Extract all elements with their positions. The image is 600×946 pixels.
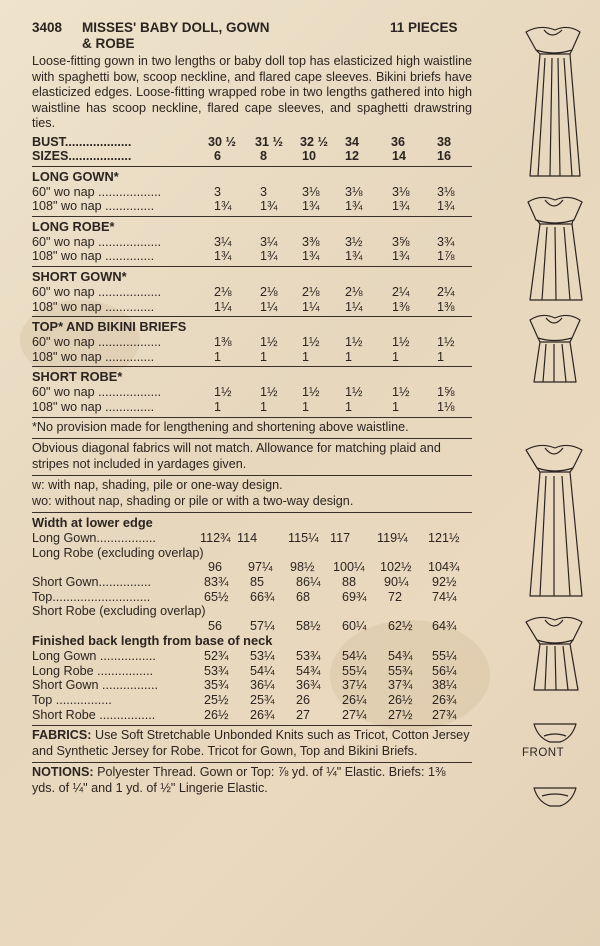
yardage-value: 1 [214,349,222,364]
yardage-value: 1½ [392,335,410,350]
garment-illustrations [500,10,600,830]
divider [32,316,472,317]
size-table: BUST................... 30 ½ 31 ½ 32 ½ 34 36 38 SIZES.................. 6 8 10 12 14 16 [32,134,452,164]
yardage-value: 1¼ [214,299,232,314]
yardage-value: 1⅞ [437,249,455,264]
width-value: 112¾ [200,531,231,546]
yardage-row-label: 60" wo nap [32,385,95,400]
yardage-value: 1¾ [214,199,232,214]
pattern-title-line2: & ROBE [82,36,135,51]
back-length-value: 27½ [388,707,413,722]
width-value: 119¼ [377,531,408,546]
back-length-label: Long Gown [32,649,97,664]
yardage-value: 1 [392,349,400,364]
yardage-value: 3 [214,184,222,199]
yardage-value: 1½ [260,385,278,400]
bust-value: 31 ½ [255,134,284,149]
yardage-value: 1¾ [260,249,278,264]
yardage-value: 1¾ [437,199,455,214]
pattern-number: 3408 [32,20,63,35]
yardage-value: 1⅜ [214,335,232,350]
back-length-value: 53¾ [296,649,321,664]
size-value: 10 [302,149,317,164]
size-value: 16 [437,149,452,164]
yardage-value: 1¾ [392,199,410,214]
yardage-value: 1¾ [392,249,410,264]
bikini-briefs-front-figure [534,724,576,742]
notions-section [32,765,472,796]
yardage-row: 108" wo nap .............. 1¼ 1¼ 1¼ 1¼ 1⅜ 1⅜ [32,299,455,314]
yardage-section-title: TOP* AND BIKINI BRIEFS [32,319,187,335]
back-length-value: 36¼ [250,678,275,693]
yardage-section-title: LONG GOWN* [32,168,119,184]
divider [32,266,472,267]
yardage-value: 1⅜ [437,299,455,314]
divider [32,366,472,367]
yardage-row-label: 108" wo nap [32,199,102,214]
back-length-label: Short Gown [32,678,99,693]
fabrics-label: FABRICS: [32,728,92,743]
yardage-value: 1 [260,349,268,364]
yardage-value: 1¼ [345,299,363,314]
yardage-value: 3⅛ [392,184,410,199]
fabrics-section [32,728,472,759]
bust-label: BUST [32,134,65,149]
yardage-value: 1¾ [260,199,278,214]
divider [32,512,472,513]
yardage-value: 3¾ [437,234,455,249]
header [32,20,472,54]
yardage-row-label: 60" wo nap [32,184,95,199]
back-length-label: Long Robe [32,663,94,678]
width-value: 62½ [388,618,413,633]
yardage-value: 3⅝ [392,234,410,249]
back-length-value: 36¾ [296,678,321,693]
yardage-value: 1 [345,400,353,415]
bikini-briefs-back-figure [534,788,576,806]
width-value: 104¾ [428,560,460,575]
width-value: 86¼ [296,574,321,589]
width-value: 102½ [380,560,412,575]
yardage-section [32,166,472,415]
back-length-value: 54¼ [342,649,367,664]
size-value: 12 [345,149,360,164]
yardage-value: 3⅛ [345,184,363,199]
yardage-value: 3¼ [214,234,232,249]
divider [32,438,472,439]
width-value: 117 [330,531,351,546]
long-robe-figure [528,197,582,300]
back-length-value: 52¾ [204,649,229,664]
yardage-value: 1½ [392,385,410,400]
back-length-value: 26¾ [250,707,275,722]
width-value: 64¾ [432,618,457,633]
sizes-label: SIZES [32,149,69,164]
back-length-label: Top [32,693,53,708]
yardage-value: 2¼ [437,285,455,300]
yardage-row: 60" wo nap .................. 1⅜ 1½ 1½ 1½ 1½ 1½ [32,335,455,350]
width-value: 85 [250,574,265,589]
back-length-rows [32,649,472,722]
back-length-row: Top ................ 25½ 25¾ 26 26¼ 26½ 26¾ [32,693,457,708]
back-length-row: Short Robe ................ 26½ 26¾ 27 27¼ 27½ 27¾ [32,707,457,722]
width-value: 90¼ [384,574,409,589]
width-value: 83¾ [204,574,229,589]
yardage-value: 1½ [437,335,455,350]
yardage-row: 60" wo nap .................. 1½ 1½ 1½ 1½ 1½ 1⅝ [32,385,455,400]
yardage-value: 1½ [302,385,320,400]
yardage-value: 1 [260,400,268,415]
bust-value: 36 [391,134,406,149]
bust-value: 30 ½ [208,134,237,149]
yardage-row-label: 108" wo nap [32,400,102,415]
yardage-value: 1½ [214,385,232,400]
back-length-value: 27¾ [432,707,457,722]
yardage-row: 108" wo nap .............. 1¾ 1¾ 1¾ 1¾ 1¾ 1¾ [32,199,455,214]
back-length-value: 26¼ [342,693,367,708]
yardage-value: 1¾ [345,199,363,214]
yardage-value: 1 [437,349,445,364]
size-value: 14 [392,149,407,164]
width-title: Width at lower edge [32,515,153,531]
yardage-value: 1⅜ [392,299,410,314]
description: Loose-fitting gown in two lengths or baby doll top has elasticized high waistline with spaghetti bow, scoop neckline, and flared cape sleeves. Bikini briefs have elasticized edges. Loose-fitting wrapped robe in two lengths gathered into high waistline has scoop neckline, flared cape sleeves, and spaghetti drawstring ties. [32,54,472,130]
yardage-section-title: SHORT GOWN* [32,269,127,285]
back-length-value: 27 [296,707,311,722]
divider [32,475,472,476]
divider [32,216,472,217]
back-length-row: Long Robe ................ 53¾ 54¼ 54¾ 55¼ 55¾ 56¼ [32,663,457,678]
yardage-value: 1½ [345,335,363,350]
yardage-value: 1⅛ [437,400,455,415]
yardage-value: 1¾ [302,199,320,214]
back-length-value: 37¾ [388,678,413,693]
back-length-value: 26¾ [432,693,457,708]
width-value: 60¼ [342,618,367,633]
yardage-section-title: SHORT ROBE* [32,369,123,385]
pattern-title-line1: MISSES' BABY DOLL, GOWN [82,20,270,35]
short-gown-figure [530,315,580,382]
back-length-row: Long Gown ................ 52¾ 53¼ 53¾ 54¼ 54¾ 55¼ [32,649,457,664]
yardage-row-label: 108" wo nap [32,349,102,364]
bust-value: 38 [437,134,452,149]
yardage-value: 1¾ [345,249,363,264]
piece-count: 11 PIECES [390,20,458,35]
back-length-value: 26 [296,693,311,708]
back-length-label: Short Robe [32,707,96,722]
long-gown-figure [526,27,580,176]
yardage-value: 2⅛ [214,285,232,300]
yardage-value: 1½ [345,385,363,400]
yardage-value: 3⅜ [302,234,320,249]
with-nap-definition: w: with nap, shading, pile or one-way design. [32,478,283,493]
width-value: 66¾ [250,589,275,604]
yardage-row: 60" wo nap .................. 2⅛ 2⅛ 2⅛ 2⅛ 2¼ 2¼ [32,285,455,300]
back-length-value: 54¾ [388,649,413,664]
width-value: 121½ [428,531,460,546]
yardage-value: 1 [214,400,222,415]
back-length-value: 38¼ [432,678,457,693]
back-length-value: 54¼ [250,663,275,678]
yardage-value: 3½ [345,234,363,249]
yardage-row-label: 60" wo nap [32,234,95,249]
width-value: 96 [208,560,223,575]
width-value: 97¼ [248,560,273,575]
top-figure [526,617,582,690]
back-length-value: 55¼ [432,649,457,664]
yardage-value: 1¼ [302,299,320,314]
width-value: 74¼ [432,589,457,604]
yardage-value: 1 [392,400,400,415]
yardage-value: 3⅛ [437,184,455,199]
yardage-value: 3⅛ [302,184,320,199]
yardage-row-label: 60" wo nap [32,285,95,300]
yardage-row-label: 108" wo nap [32,249,102,264]
yardage-row: 60" wo nap .................. 3¼ 3¼ 3⅜ 3½ 3⅝ 3¾ [32,234,455,249]
width-value: 72 [388,589,403,604]
yardage-row: 60" wo nap .................. 3 3 3⅛ 3⅛ 3⅛ 3⅛ [32,184,455,199]
yardage-value: 1½ [302,335,320,350]
size-value: 8 [260,149,268,164]
diagonal-note: Obvious diagonal fabrics will not match. Allowance for matching plaid and stripes not included in yardages given. [32,441,441,471]
yardage-row: 108" wo nap .............. 1 1 1 1 1 1⅛ [32,400,455,415]
width-value: 57¼ [250,618,275,633]
back-length-value: 27¼ [342,707,367,722]
width-value: 56 [208,618,223,633]
yardage-row: 108" wo nap .............. 1 1 1 1 1 1 [32,349,445,364]
back-length-value: 55¾ [388,663,413,678]
back-length-value: 25¾ [250,693,275,708]
width-value: 88 [342,574,357,589]
width-value: 100¼ [333,560,365,575]
yardage-value: 1¼ [260,299,278,314]
width-label: Short Robe (excluding overlap) [32,604,206,619]
yardage-value: 2⅛ [260,285,278,300]
long-gown-figure [526,445,582,596]
front-label: FRONT [522,747,565,759]
yardage-value: 2⅛ [345,285,363,300]
width-value: 68 [296,589,311,604]
back-length-row: Short Gown ................ 35¾ 36¼ 36¾ 37¼ 37¾ 38¼ [32,678,457,693]
back-length-value: 35¾ [204,678,229,693]
notions-label: NOTIONS: [32,765,94,780]
yardage-value: 1⅝ [437,385,455,400]
width-value: 114 [237,531,258,546]
width-label: Short Gown [32,574,99,589]
yardage-row-label: 108" wo nap [32,299,102,314]
yardage-value: 1¾ [214,249,232,264]
back-length-value: 55¼ [342,663,367,678]
back-length-value: 53¾ [204,663,229,678]
fabrics-text: Use Soft Stretchable Unbonded Knits such as Tricot, Cotton Jersey and Synthetic Jersey for Robe. Tricot for Gown, Top and Bikini Briefs. [32,728,470,758]
back-length-value: 56¼ [432,663,457,678]
divider [32,417,472,418]
yardage-value: 2⅛ [302,285,320,300]
no-provision-note: *No provision made for lengthening and shortening above waistline. [32,419,409,434]
back-length-value: 53¼ [250,649,275,664]
yardage-value: 1¾ [302,249,320,264]
yardage-value: 1 [345,349,353,364]
width-value: 69¾ [342,589,367,604]
yardage-row-label: 60" wo nap [32,335,95,350]
yardage-section-title: LONG ROBE* [32,218,115,234]
divider [32,762,472,763]
without-nap-definition: wo: without nap, shading or pile or with a two-way design. [32,493,354,508]
back-length-value: 25½ [204,693,229,708]
yardage-value: 3¼ [260,234,278,249]
back-length-value: 54¾ [296,663,321,678]
divider [32,166,472,167]
yardage-value: 1 [302,400,310,415]
width-table: Width at lower edge Long Gown................. 112¾ 114 115¼ 117 119¼ 121½ Long Robe (excluding overlap) 96 97¼ 98½ 100¼ 102½ 104¾ Short Gown............... 83¾ 85 86¼ 88 90¼ 92½ Top............................ 65½ 66¾ 68 69¾ 72 74¼ Short Robe (excluding overlap) 56 57¼ 58½ 60¼ 62½ 64¾ Finished back length from base of neck Long Gown ................ 52¾ 53¼ 53¾ 54¼ 54¾ 55¼ Long Robe ................ 53¾ 54¼ 54¾ 55¼ 55¾ 56¼ Short Gown ................ 35¾ 36¼ 36¾ 37¼ 37¾ 38¼ Top ................ 25½ 25¾ 26 26¼ 26½ 26¾ Short Robe ................ 26½ 26¾ 27 27¼ 27½ 27¾ [32,515,472,722]
yardage-value: 3 [260,184,268,199]
bust-value: 32 ½ [300,134,329,149]
width-label: Long Robe (excluding overlap) [32,545,204,560]
back-length-value: 26½ [388,693,413,708]
size-value: 6 [214,149,222,164]
notions-text: Polyester Thread. Gown or Top: ⅞ yd. of ¼" Elastic. Briefs: 1⅜ yds. of ¼" and 1 yd. of ½" Lingerie Elastic. [32,765,446,796]
yardage-value: 1½ [260,335,278,350]
bust-value: 34 [345,134,360,149]
width-value: 115¼ [288,531,319,546]
yardage-value: 1 [302,349,310,364]
width-value: 65½ [204,589,229,604]
width-value: 98½ [290,560,315,575]
back-length-value: 37¼ [342,678,367,693]
width-value: 58½ [296,618,321,633]
divider [32,725,472,726]
width-label: Long Gown [32,531,97,546]
width-value: 92½ [432,574,457,589]
yardage-row: 108" wo nap .............. 1¾ 1¾ 1¾ 1¾ 1¾ 1⅞ [32,249,455,264]
width-label: Top [32,589,53,604]
text-column [32,20,472,797]
back-length-title: Finished back length from base of neck [32,633,273,649]
yardage-value: 2¼ [392,285,410,300]
back-length-value: 26½ [204,707,229,722]
